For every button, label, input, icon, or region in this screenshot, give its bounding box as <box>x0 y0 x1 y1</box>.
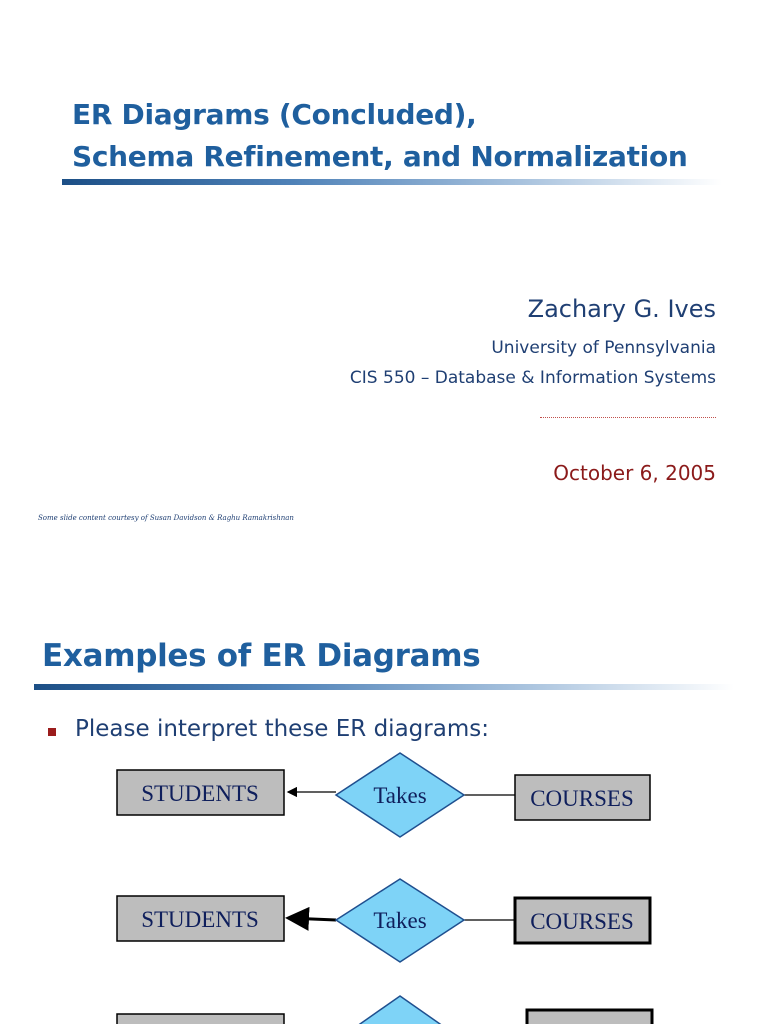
presentation-title <box>72 94 732 178</box>
content-credit: Some slide content courtesy of Susan Davidson & Raghu Ramakrishnan <box>38 514 294 522</box>
er-diagram-3-partial <box>117 996 652 1024</box>
square-bullet-icon <box>48 728 56 736</box>
key-constraint-arrow <box>288 918 336 920</box>
title-line-1: ER Diagrams (Concluded), <box>72 98 477 131</box>
bullet-text: Please interpret these ER diagrams: <box>75 716 489 742</box>
slide-title-underline <box>34 684 734 690</box>
entity-box <box>527 1010 652 1024</box>
entity-label: COURSES <box>530 786 634 811</box>
course-name: CIS 550 – Database & Information Systems <box>349 368 716 388</box>
er-diagram-2 <box>117 879 650 962</box>
dotted-divider <box>540 417 716 418</box>
relationship-label: Takes <box>373 783 427 808</box>
title-line-2: Schema Refinement, and Normalization <box>72 140 688 173</box>
entity-label: COURSES <box>530 909 634 934</box>
author-name: Zachary G. Ives <box>527 295 716 323</box>
er-diagram-1 <box>117 753 650 837</box>
relationship-label: Takes <box>373 908 427 933</box>
title-underline-bar <box>62 179 722 185</box>
slide-title: Examples of ER Diagrams <box>42 638 481 674</box>
institution: University of Pennsylvania <box>491 338 716 358</box>
relationship-diamond <box>350 996 450 1024</box>
er-diagrams <box>0 740 768 1024</box>
entity-label: STUDENTS <box>141 781 259 806</box>
presentation-date: October 6, 2005 <box>553 461 716 485</box>
entity-label: STUDENTS <box>141 907 259 932</box>
entity-box <box>117 1014 284 1024</box>
